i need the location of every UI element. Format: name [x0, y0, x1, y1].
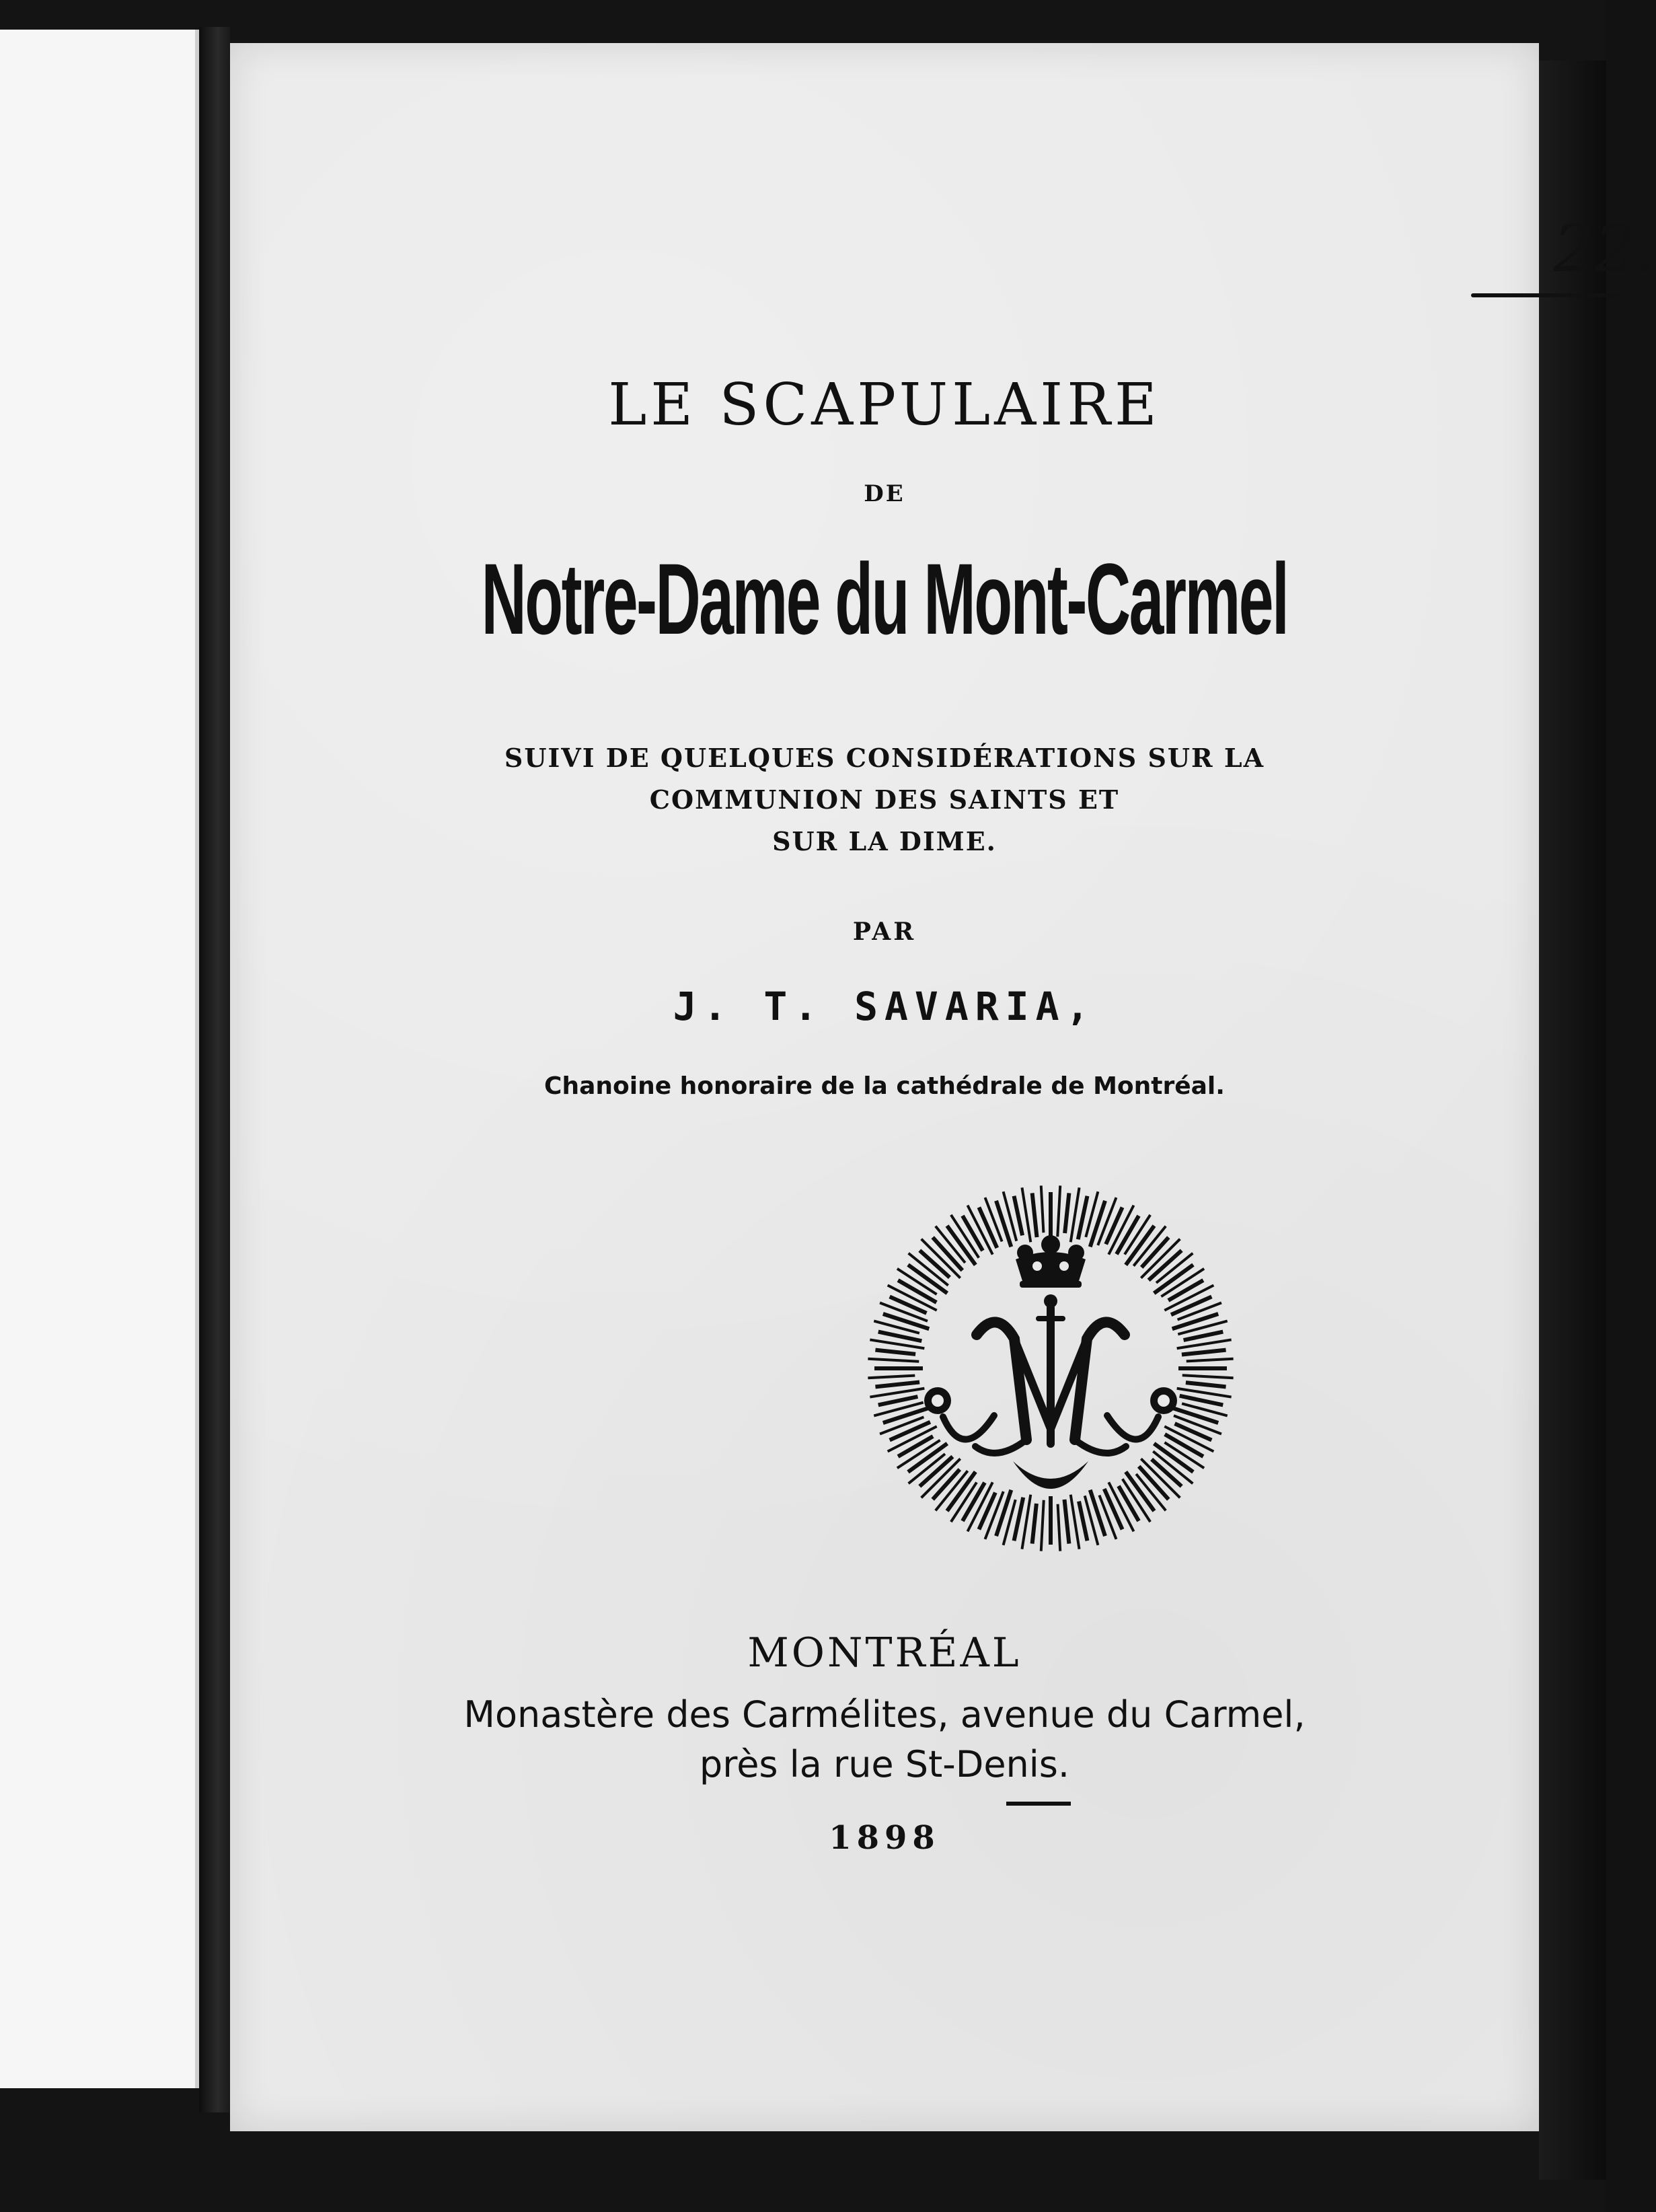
emblem-ray: [1041, 1500, 1044, 1551]
author-name: J. T. SAVARIA,: [673, 984, 1096, 1029]
handwritten-shelf-number: 22.: [1553, 211, 1656, 287]
emblem-ray: [1182, 1350, 1226, 1355]
emblem-ray: [1184, 1332, 1224, 1340]
emblem-ray: [880, 1417, 924, 1434]
title-page: [230, 43, 1656, 2131]
emblem-ray: [1187, 1359, 1234, 1362]
book-gutter: [199, 27, 230, 2112]
emblem-ray: [1168, 1280, 1203, 1300]
subtitle-line-3: SUR LA DIME.: [772, 826, 997, 856]
marian-monogram-icon: [862, 1180, 1239, 1557]
year-rule: [1006, 1802, 1071, 1806]
blank-flyleaf: [0, 30, 199, 2088]
emblem-ray: [979, 1208, 997, 1248]
subtitle-line-2: COMMUNION DES SAINTS ET: [649, 784, 1120, 815]
emblem-ray: [1186, 1382, 1226, 1387]
byline-par: PAR: [852, 918, 917, 946]
emblem-ray: [868, 1359, 919, 1362]
crown-icon: [1016, 1235, 1086, 1288]
emblem-ray: [1041, 1185, 1044, 1232]
emblem-ray: [1104, 1489, 1123, 1529]
emblem-ray: [1171, 1296, 1211, 1315]
emblem-ray: [1106, 1208, 1122, 1245]
subtitle-line-1: SUIVI DE QUELQUES CONSIDÉRATIONS SUR LA: [504, 743, 1265, 773]
emblem-ray: [875, 1350, 915, 1354]
emblem-ray: [875, 1382, 919, 1387]
emblem-ray: [898, 1436, 933, 1457]
publication-year: 1898: [829, 1819, 940, 1857]
page-edge: [1539, 61, 1606, 2180]
emblem-ray: [1119, 1486, 1139, 1521]
emblem-ray: [878, 1397, 918, 1405]
emblem-ray: [963, 1216, 983, 1251]
publisher-line-1: Monastère des Carmélites, avenue du Carmel,: [463, 1693, 1306, 1736]
emblem-ray: [1175, 1424, 1212, 1440]
crescent-icon: [1013, 1461, 1088, 1489]
imprint-city: MONTRÉAL: [747, 1629, 1022, 1676]
emblem-ray: [1079, 1502, 1087, 1541]
emblem-ray: [1178, 1303, 1221, 1320]
emblem-ray: [985, 1197, 1002, 1241]
emblem-ray: [1032, 1193, 1037, 1237]
emblem-ray: [868, 1376, 915, 1378]
emblem-ray: [890, 1296, 927, 1313]
shelf-number-underline: [1471, 293, 1619, 297]
publisher-line-2: près la rue St-Denis.: [699, 1743, 1070, 1785]
emblem-ray: [1182, 1375, 1234, 1378]
monogram-letters: [943, 1308, 1158, 1453]
emblem-ray: [1065, 1193, 1069, 1233]
main-title: Notre-Dame du Mont-Carmel: [481, 542, 1288, 655]
imprint-publisher: [230, 1690, 1539, 1790]
emblem-ray: [1058, 1504, 1061, 1551]
subtitle: [230, 737, 1539, 862]
emblem-ray: [979, 1493, 995, 1530]
emblem-ray: [1064, 1500, 1069, 1544]
emblem-ray: [1057, 1185, 1060, 1237]
emblem-ray: [890, 1422, 930, 1440]
emblem-ray: [1014, 1196, 1022, 1236]
title-line-1: LE SCAPULAIRE: [608, 371, 1161, 439]
author-role: Chanoine honoraire de la cathédrale de Montréal.: [544, 1072, 1225, 1100]
title-connector: DE: [864, 480, 905, 507]
emblem-ray: [1099, 1496, 1116, 1539]
emblem-ray: [1032, 1504, 1037, 1544]
